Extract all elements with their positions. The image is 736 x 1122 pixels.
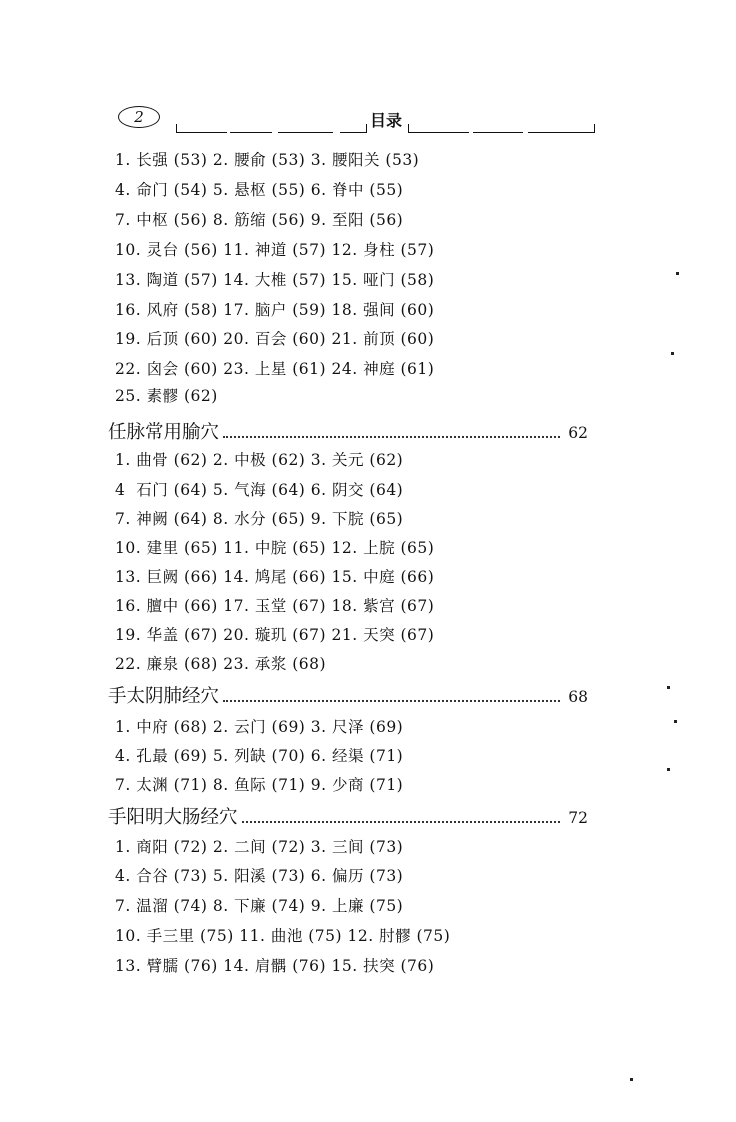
- section-heading: [108, 803, 588, 829]
- toc-entry-line: 22. 廉泉 (68) 23. 承浆 (68): [115, 655, 327, 673]
- section-title: 任脉常用腧穴: [108, 422, 220, 443]
- scan-speck: [674, 720, 677, 723]
- section-heading: [108, 418, 588, 444]
- page-number: 2: [118, 106, 160, 128]
- leader-dots: [223, 436, 560, 438]
- toc-entry-line: 22. 囟会 (60) 23. 上星 (61) 24. 神庭 (61): [115, 360, 435, 378]
- toc-entry-line: 10. 手三里 (75) 11. 曲池 (75) 12. 肘髎 (75): [115, 927, 451, 945]
- toc-entry-line: 25. 素髎 (62): [115, 387, 218, 405]
- toc-entry-line: 7. 中枢 (56) 8. 筋缩 (56) 9. 至阳 (56): [115, 211, 404, 229]
- toc-entry-line: 7. 温溜 (74) 8. 下廉 (74) 9. 上廉 (75): [115, 897, 404, 915]
- section-heading: [108, 682, 588, 708]
- header-rule: [176, 124, 227, 133]
- toc-entry-line: 16. 风府 (58) 17. 脑户 (59) 18. 强间 (60): [115, 301, 435, 319]
- section-page: 68: [568, 688, 588, 706]
- section-page: 72: [568, 809, 588, 827]
- toc-entry-line: 13. 陶道 (57) 14. 大椎 (57) 15. 哑门 (58): [115, 271, 435, 289]
- toc-entry-line: 1. 商阳 (72) 2. 二间 (72) 3. 三间 (73): [115, 838, 404, 856]
- scan-speck: [667, 686, 670, 689]
- header-rule: [278, 124, 333, 133]
- toc-entry-line: 10. 建里 (65) 11. 中脘 (65) 12. 上脘 (65): [115, 539, 435, 557]
- toc-entry-line: 19. 华盖 (67) 20. 璇玑 (67) 21. 天突 (67): [115, 626, 435, 644]
- header-rule: [528, 124, 595, 133]
- running-header: [118, 104, 598, 134]
- leader-dots: [223, 700, 560, 702]
- toc-entry-line: 7. 太渊 (71) 8. 鱼际 (71) 9. 少商 (71): [115, 776, 404, 794]
- toc-entry-line: 16. 膻中 (66) 17. 玉堂 (67) 18. 紫宫 (67): [115, 597, 435, 615]
- header-rule: [473, 124, 523, 133]
- leader-dots: [242, 821, 561, 823]
- toc-entry-line: 13. 巨阙 (66) 14. 鸠尾 (66) 15. 中庭 (66): [115, 568, 435, 586]
- header-rule: [408, 124, 469, 133]
- toc-entry-line: 19. 后顶 (60) 20. 百会 (60) 21. 前顶 (60): [115, 330, 435, 348]
- toc-entry-line: 1. 中府 (68) 2. 云门 (69) 3. 尺泽 (69): [115, 718, 404, 736]
- toc-entry-line: 4. 命门 (54) 5. 悬枢 (55) 6. 脊中 (55): [115, 181, 404, 199]
- toc-entry-line: 4. 孔最 (69) 5. 列缺 (70) 6. 经渠 (71): [115, 747, 404, 765]
- scan-speck: [676, 272, 679, 275]
- header-rule: [340, 124, 367, 133]
- toc-entry-line: 1. 长强 (53) 2. 腰俞 (53) 3. 腰阳关 (53): [115, 151, 420, 169]
- toc-entry-line: 4 石门 (64) 5. 气海 (64) 6. 阴交 (64): [115, 481, 404, 499]
- scan-speck: [630, 1078, 633, 1081]
- section-title: 手太阴肺经穴: [108, 686, 220, 707]
- toc-entry-line: 1. 曲骨 (62) 2. 中极 (62) 3. 关元 (62): [115, 451, 404, 469]
- scan-speck: [667, 768, 670, 771]
- toc-entry-line: 10. 灵台 (56) 11. 神道 (57) 12. 身柱 (57): [115, 241, 435, 259]
- toc-entry-line: 4. 合谷 (73) 5. 阳溪 (73) 6. 偏历 (73): [115, 867, 404, 885]
- header-title: 目录: [370, 111, 403, 130]
- section-title: 手阳明大肠经穴: [108, 807, 238, 828]
- toc-entry-line: 7. 神阙 (64) 8. 水分 (65) 9. 下脘 (65): [115, 510, 404, 528]
- header-rule: [230, 124, 272, 133]
- section-page: 62: [568, 424, 588, 442]
- toc-entry-line: 13. 臂臑 (76) 14. 肩髃 (76) 15. 扶突 (76): [115, 957, 435, 975]
- scan-speck: [671, 352, 674, 355]
